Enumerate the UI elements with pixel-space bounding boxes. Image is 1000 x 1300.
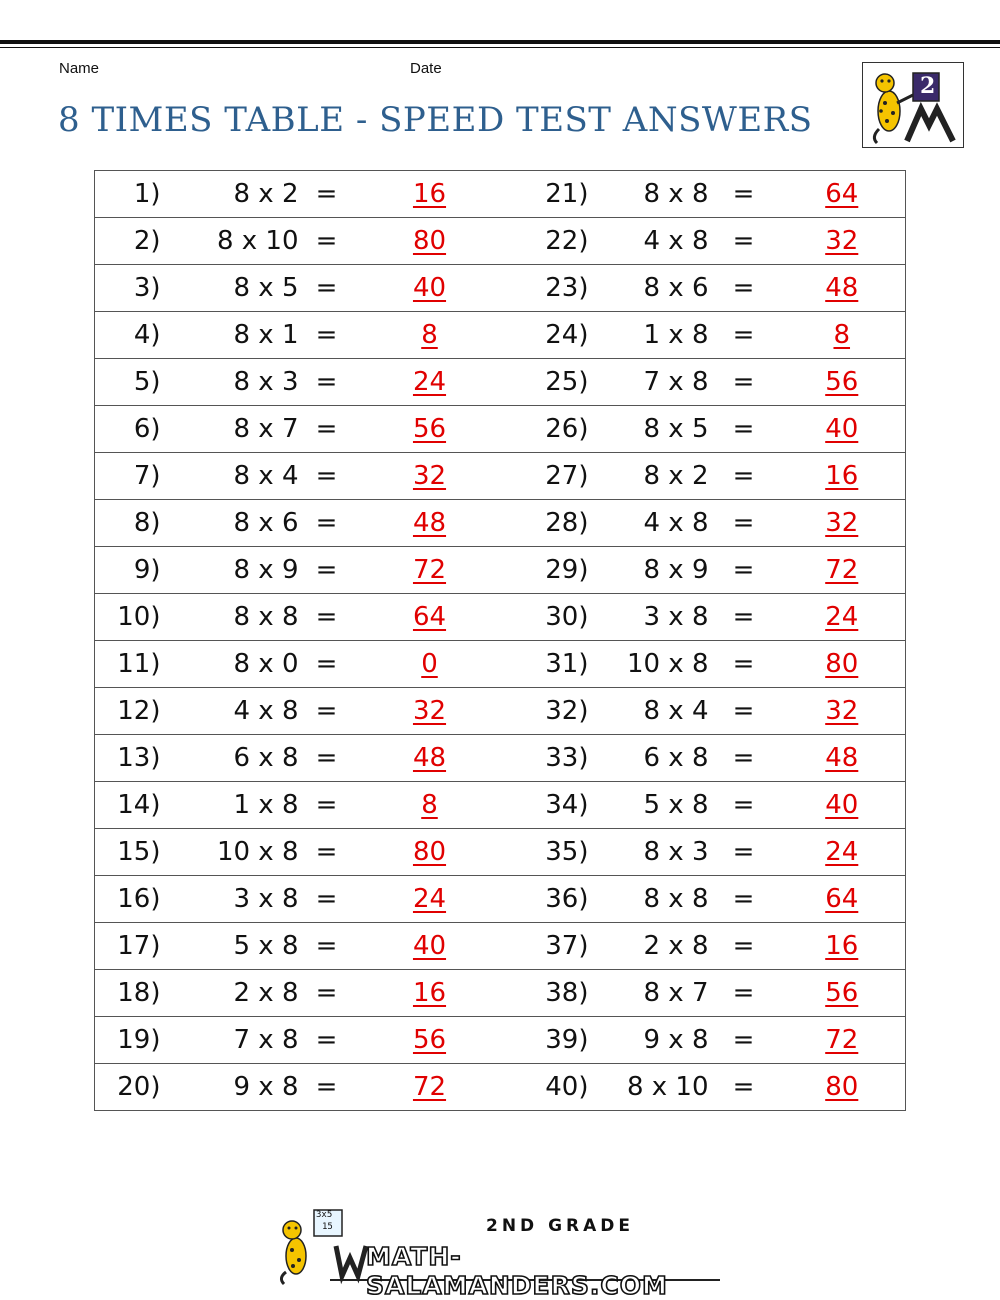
answer: 48 xyxy=(355,500,505,547)
problem-number: 34) xyxy=(505,782,589,829)
problem-number: 2) xyxy=(95,218,161,265)
equals-sign: = xyxy=(299,876,355,923)
equals-sign: = xyxy=(709,547,779,594)
table-row xyxy=(95,641,906,688)
problem-number: 27) xyxy=(505,453,589,500)
problem: 8 x 8 xyxy=(589,876,709,923)
equals-sign: = xyxy=(299,312,355,359)
problem: 8 x 3 xyxy=(589,829,709,876)
problem-number: 7) xyxy=(95,453,161,500)
problem: 1 x 8 xyxy=(589,312,709,359)
table-row xyxy=(95,782,906,829)
answer: 56 xyxy=(355,406,505,453)
equals-sign: = xyxy=(299,970,355,1017)
table-row xyxy=(95,923,906,970)
equals-sign: = xyxy=(709,500,779,547)
equals-sign: = xyxy=(709,265,779,312)
problem: 8 x 8 xyxy=(589,171,709,218)
equals-sign: = xyxy=(299,265,355,312)
answer: 16 xyxy=(779,923,906,970)
problem: 4 x 8 xyxy=(589,500,709,547)
problem-number: 35) xyxy=(505,829,589,876)
problem-number: 40) xyxy=(505,1064,589,1111)
answer-table xyxy=(94,170,906,1111)
equals-sign: = xyxy=(299,500,355,547)
problem: 8 x 4 xyxy=(589,688,709,735)
answer: 64 xyxy=(779,171,906,218)
problem-number: 24) xyxy=(505,312,589,359)
answer: 24 xyxy=(779,829,906,876)
problem: 8 x 9 xyxy=(589,547,709,594)
date-label: Date xyxy=(410,60,442,77)
table-row xyxy=(95,218,906,265)
answer: 56 xyxy=(355,1017,505,1064)
problem-number: 28) xyxy=(505,500,589,547)
equals-sign: = xyxy=(299,453,355,500)
problem-number: 18) xyxy=(95,970,161,1017)
problem: 8 x 9 xyxy=(161,547,299,594)
problem: 10 x 8 xyxy=(161,829,299,876)
table-row xyxy=(95,312,906,359)
page-title: 8 TIMES TABLE - SPEED TEST ANSWERS xyxy=(58,100,813,140)
answer: 40 xyxy=(355,923,505,970)
problem: 8 x 4 xyxy=(161,453,299,500)
problem: 8 x 10 xyxy=(161,218,299,265)
answer: 48 xyxy=(779,265,906,312)
problem: 1 x 8 xyxy=(161,782,299,829)
table-row xyxy=(95,688,906,735)
footer-brand xyxy=(270,1206,730,1300)
answer: 8 xyxy=(355,782,505,829)
answer: 80 xyxy=(779,1064,906,1111)
problem: 7 x 8 xyxy=(161,1017,299,1064)
problem: 8 x 10 xyxy=(589,1064,709,1111)
problem: 8 x 2 xyxy=(161,171,299,218)
equals-sign: = xyxy=(709,688,779,735)
problem-number: 12) xyxy=(95,688,161,735)
equals-sign: = xyxy=(709,171,779,218)
problem: 8 x 2 xyxy=(589,453,709,500)
equals-sign: = xyxy=(299,547,355,594)
table-row xyxy=(95,359,906,406)
problem: 8 x 5 xyxy=(589,406,709,453)
problem: 6 x 8 xyxy=(161,735,299,782)
logo-badge: 2 xyxy=(920,73,936,99)
answer: 32 xyxy=(779,500,906,547)
problem-number: 10) xyxy=(95,594,161,641)
answer: 8 xyxy=(779,312,906,359)
problem-number: 30) xyxy=(505,594,589,641)
answer: 40 xyxy=(779,406,906,453)
table-row xyxy=(95,547,906,594)
problem: 2 x 8 xyxy=(589,923,709,970)
equals-sign: = xyxy=(709,923,779,970)
footer-grade: 2ND GRADE xyxy=(486,1216,635,1236)
answer: 16 xyxy=(779,453,906,500)
answer: 32 xyxy=(355,688,505,735)
answer: 16 xyxy=(355,171,505,218)
problem-number: 17) xyxy=(95,923,161,970)
equals-sign: = xyxy=(299,171,355,218)
equals-sign: = xyxy=(299,218,355,265)
equals-sign: = xyxy=(299,923,355,970)
equals-sign: = xyxy=(709,1064,779,1111)
footer-site: MATH-SALAMANDERS.COM xyxy=(366,1242,668,1300)
answer: 48 xyxy=(355,735,505,782)
table-row xyxy=(95,453,906,500)
problem: 8 x 7 xyxy=(161,406,299,453)
problem-number: 25) xyxy=(505,359,589,406)
problem: 8 x 5 xyxy=(161,265,299,312)
problem: 9 x 8 xyxy=(589,1017,709,1064)
answer: 32 xyxy=(355,453,505,500)
equals-sign: = xyxy=(299,1064,355,1111)
problem: 8 x 7 xyxy=(589,970,709,1017)
problem: 8 x 0 xyxy=(161,641,299,688)
answer: 40 xyxy=(355,265,505,312)
problem-number: 8) xyxy=(95,500,161,547)
problem: 3 x 8 xyxy=(161,876,299,923)
problem: 7 x 8 xyxy=(589,359,709,406)
table-row xyxy=(95,171,906,218)
answer: 0 xyxy=(355,641,505,688)
table-row xyxy=(95,594,906,641)
table-row xyxy=(95,265,906,312)
equals-sign: = xyxy=(709,876,779,923)
answer: 24 xyxy=(355,876,505,923)
problem-number: 1) xyxy=(95,171,161,218)
equals-sign: = xyxy=(709,594,779,641)
problem: 8 x 3 xyxy=(161,359,299,406)
equals-sign: = xyxy=(709,641,779,688)
answer: 8 xyxy=(355,312,505,359)
problem-number: 33) xyxy=(505,735,589,782)
answer: 80 xyxy=(355,829,505,876)
problem-number: 4) xyxy=(95,312,161,359)
problem: 5 x 8 xyxy=(589,782,709,829)
problem-number: 36) xyxy=(505,876,589,923)
problem-number: 19) xyxy=(95,1017,161,1064)
problem-number: 21) xyxy=(505,171,589,218)
equals-sign: = xyxy=(709,970,779,1017)
equals-sign: = xyxy=(299,594,355,641)
problem: 6 x 8 xyxy=(589,735,709,782)
problem-number: 16) xyxy=(95,876,161,923)
answer: 24 xyxy=(355,359,505,406)
table-row xyxy=(95,829,906,876)
problem-number: 13) xyxy=(95,735,161,782)
equals-sign: = xyxy=(709,312,779,359)
problem: 8 x 6 xyxy=(589,265,709,312)
equals-sign: = xyxy=(299,688,355,735)
table-row xyxy=(95,735,906,782)
answer: 56 xyxy=(779,970,906,1017)
problem: 9 x 8 xyxy=(161,1064,299,1111)
problem-number: 23) xyxy=(505,265,589,312)
problem-number: 15) xyxy=(95,829,161,876)
equals-sign: = xyxy=(299,735,355,782)
equals-sign: = xyxy=(709,453,779,500)
problem: 2 x 8 xyxy=(161,970,299,1017)
equals-sign: = xyxy=(709,359,779,406)
answer: 64 xyxy=(779,876,906,923)
problem-number: 3) xyxy=(95,265,161,312)
footer-sign-bottom: 15 xyxy=(322,1222,333,1232)
problem-number: 26) xyxy=(505,406,589,453)
top-rule xyxy=(0,40,1000,44)
salamander-logo-icon xyxy=(863,63,963,147)
answer: 16 xyxy=(355,970,505,1017)
answer: 72 xyxy=(355,547,505,594)
answer: 80 xyxy=(355,218,505,265)
equals-sign: = xyxy=(709,735,779,782)
answer: 72 xyxy=(355,1064,505,1111)
answer: 72 xyxy=(779,1017,906,1064)
equals-sign: = xyxy=(709,218,779,265)
answer: 72 xyxy=(779,547,906,594)
equals-sign: = xyxy=(709,829,779,876)
answer: 56 xyxy=(779,359,906,406)
problem-number: 29) xyxy=(505,547,589,594)
problem-number: 31) xyxy=(505,641,589,688)
problem: 3 x 8 xyxy=(589,594,709,641)
answer: 32 xyxy=(779,218,906,265)
equals-sign: = xyxy=(709,406,779,453)
equals-sign: = xyxy=(299,406,355,453)
problem-number: 37) xyxy=(505,923,589,970)
problem: 4 x 8 xyxy=(589,218,709,265)
problem-number: 6) xyxy=(95,406,161,453)
problem-number: 32) xyxy=(505,688,589,735)
table-row xyxy=(95,500,906,547)
problem: 8 x 8 xyxy=(161,594,299,641)
name-label: Name xyxy=(59,60,100,77)
problem: 4 x 8 xyxy=(161,688,299,735)
footer-sign-top: 3x5 xyxy=(316,1210,333,1220)
answer: 48 xyxy=(779,735,906,782)
equals-sign: = xyxy=(299,1017,355,1064)
equals-sign: = xyxy=(299,359,355,406)
equals-sign: = xyxy=(709,782,779,829)
problem-number: 38) xyxy=(505,970,589,1017)
table-row xyxy=(95,876,906,923)
problem: 8 x 6 xyxy=(161,500,299,547)
problem: 5 x 8 xyxy=(161,923,299,970)
problem-number: 5) xyxy=(95,359,161,406)
table-row xyxy=(95,1064,906,1111)
table-row xyxy=(95,970,906,1017)
equals-sign: = xyxy=(299,641,355,688)
table-row xyxy=(95,406,906,453)
problem-number: 11) xyxy=(95,641,161,688)
math-salamanders-logo xyxy=(862,62,964,148)
equals-sign: = xyxy=(299,829,355,876)
equals-sign: = xyxy=(709,1017,779,1064)
problem-number: 14) xyxy=(95,782,161,829)
problem-number: 9) xyxy=(95,547,161,594)
answer: 80 xyxy=(779,641,906,688)
problem-number: 22) xyxy=(505,218,589,265)
equals-sign: = xyxy=(299,782,355,829)
problem-number: 20) xyxy=(95,1064,161,1111)
answer: 32 xyxy=(779,688,906,735)
answer: 24 xyxy=(779,594,906,641)
problem: 8 x 1 xyxy=(161,312,299,359)
top-rule-thin xyxy=(0,47,1000,48)
answer: 64 xyxy=(355,594,505,641)
table-row xyxy=(95,1017,906,1064)
answer: 40 xyxy=(779,782,906,829)
problem-number: 39) xyxy=(505,1017,589,1064)
problem: 10 x 8 xyxy=(589,641,709,688)
